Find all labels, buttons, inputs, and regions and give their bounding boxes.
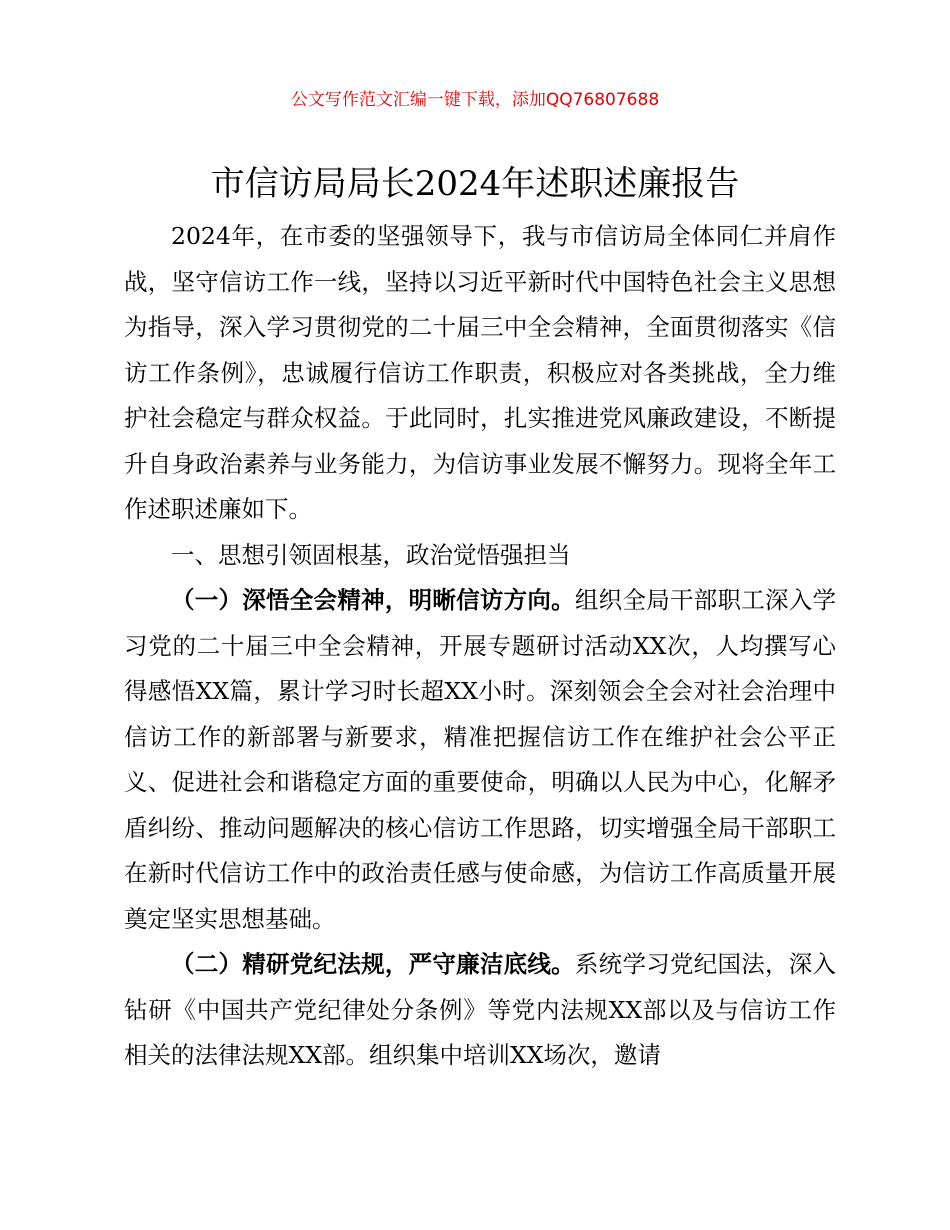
subsection-paragraph-2 [124,942,836,1079]
subsection-paragraph-1 [124,578,836,942]
document-title: 市信访局局长2024年述职述廉报告 [210,164,740,204]
subsection-heading-2: （二）精研党纪法规，严守廉洁底线。 [171,950,575,978]
subsection-text-1: 组织全局干部职工深入学习党的二十届三中全会精神，开展专题研讨活动XX次，人均撰写心得感悟XX篇，累计学习时长超XX小时。深刻领会全会对社会治理中信访工作的新部署与新要求，精准把握信访工作在维护社会公平正义、促进社会和谐稳定方面的重要使命，明确以人民为中心，化解矛盾纠纷、推动问题解决的核心信访工作思路，切实增强全局干部职工在新时代信访工作中的政治责任感与使命感，为信访工作高质量开展奠定坚实思想基础。 [124,586,837,933]
intro-paragraph: 2024年，在市委的坚强领导下，我与市信访局全体同仁并肩作战，坚守信访工作一线，坚持以习近平新时代中国特色社会主义思想为指导，深入学习贯彻党的二十届三中全会精神，全面贯彻落实《信访工作条例》，忠诚履行信访工作职责，积极应对各类挑战，全力维护社会稳定与群众权益。于此同时，扎实推进党风廉政建设，不断提升自身政治素养与业务能力，为信访事业发展不懈努力。现将全年工作述职述廉如下。 [124,222,836,523]
subsection-heading-1: （一）深悟全会精神，明晰信访方向。 [171,586,575,614]
subsection-text-2: 系统学习党纪国法，深入钻研《中国共产党纪律处分条例》等党内法规XX部以及与信访工作相关的法律法规XX部。组织集中培训XX场次，邀请 [124,950,837,1069]
download-notice: 公文写作范文汇编一键下载，添加QQ76807688 [290,90,660,110]
section-heading-1: 一、思想引领固根基，政治觉悟强担当 [171,540,571,569]
document-body [124,214,836,1079]
